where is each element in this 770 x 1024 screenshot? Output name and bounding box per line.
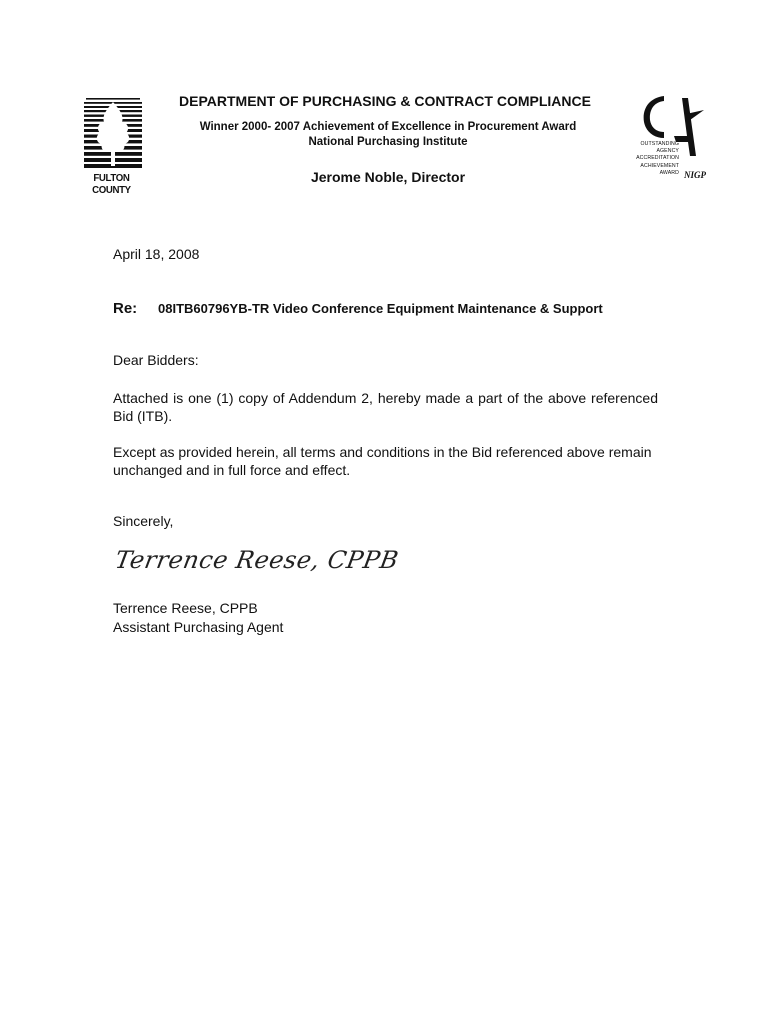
county-label: FULTON COUNTY bbox=[92, 172, 131, 196]
director-name: Jerome Noble, Director bbox=[310, 169, 466, 185]
paragraph-addendum: Attached is one (1) copy of Addendum 2, hereby made a part of the above referenced Bid (ITB). bbox=[113, 390, 658, 424]
re-label: Re: bbox=[113, 300, 138, 317]
signer-name: Terrence Reese, CPPB bbox=[113, 600, 258, 616]
nigp-line-5: AWARD bbox=[659, 169, 679, 176]
nigp-line-3: ACCREDITATION bbox=[636, 155, 679, 162]
letter-date: April 18, 2008 bbox=[113, 246, 200, 262]
paragraph-terms: Except as provided herein, all terms and conditions in the Bid referenced above remain unchanged and in full force and effect. bbox=[113, 444, 652, 478]
nigp-org-label: NIGP bbox=[684, 170, 706, 180]
handwritten-signature: Terrence Reese, CPPB bbox=[113, 546, 401, 574]
re-subject: 08ITB60796YB-TR Video Conference Equipment Maintenance & Support bbox=[158, 301, 603, 316]
nigp-line-1: OUTSTANDING bbox=[640, 141, 679, 147]
nigp-award-caption bbox=[604, 141, 679, 177]
nigp-line-4: ACHIEVEMENT bbox=[640, 162, 679, 169]
signer-title: Assistant Purchasing Agent bbox=[113, 619, 284, 635]
department-title-text: DEPARTMENT OF PURCHASING & CONTRACT COMPLIANCE bbox=[179, 93, 591, 109]
salutation: Dear Bidders: bbox=[113, 352, 199, 368]
award-line-2: National Purchasing Institute bbox=[308, 136, 468, 148]
closing: Sincerely, bbox=[113, 513, 174, 529]
nigp-line-2: AGENCY bbox=[656, 148, 679, 155]
award-line-1: Winner 2000- 2007 Achievement of Excellence in Procurement Award bbox=[199, 121, 577, 133]
